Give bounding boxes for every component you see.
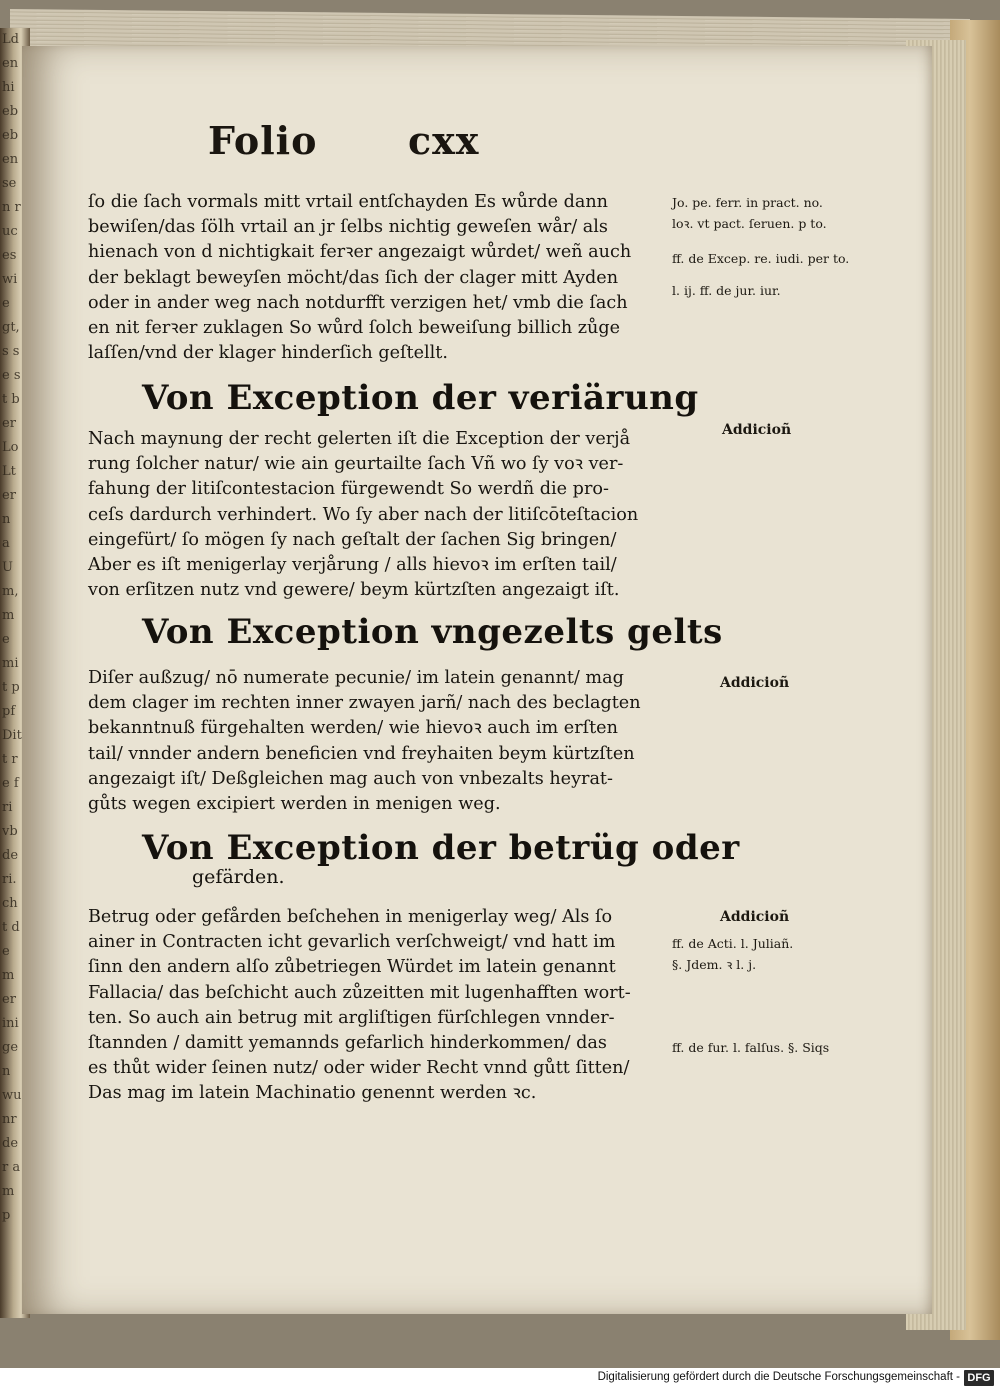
section-heading-3: Von Exception der betrüg oder	[142, 828, 740, 868]
dfg-logo: DFG	[964, 1370, 994, 1386]
text-line: ſo die ſach vormals mitt vrtail entſchayden Es wůrde dann	[88, 192, 609, 212]
footer-bar	[0, 1368, 1000, 1389]
text-line: dem clager im rechten inner zwayen jarñ/ nach des beclagten	[88, 693, 641, 714]
margin-note-line: ff. de Acti. l. Juliañ.	[672, 936, 794, 951]
funding-credit: Digitalisierung gefördert durch die Deutsche Forschungsgemeinschaft -	[597, 1371, 960, 1383]
text-line: bewiſen/das ſölh vrtail an jr ſelbs nichtig geweſen wår/ als	[88, 217, 608, 238]
text-line: hienach von d nichtigkait ferꝛer angezaigt wůrdet/ weñ auch	[88, 242, 632, 263]
text-line: bekanntnuß fürgehalten werden/ wie hievoꝛ auch im erſten	[88, 718, 618, 739]
text-line: ceſs dardurch verhindert. Wo ſy aber nach der litiſcōteſtacion	[88, 504, 639, 525]
folio-label: Folio	[208, 118, 318, 163]
margin-note-1	[672, 192, 862, 234]
section-paragraph-3	[88, 905, 658, 1107]
text-line: ſinn den andern alſo zůbetriegen Würdet im latein genannt	[88, 957, 616, 978]
section-heading-1: Von Exception der veriärung	[142, 378, 699, 418]
margin-note-4	[672, 933, 862, 975]
margin-addicion-2: Addicioñ	[720, 675, 790, 691]
margin-note-line: §. Jdem. ꝛ l. j.	[672, 957, 757, 972]
text-line: oder in ander weg nach notdurfft verzigen het/ vmb die ſach	[88, 292, 628, 313]
margin-addicion-3: Addicioñ	[720, 909, 790, 925]
margin-note-3: l. ij. ff. de jur. iur.	[672, 283, 781, 298]
text-line: der beklagt beweyſen möcht/das ſich der clager mitt Ayden	[88, 267, 619, 288]
text-line: tail/ vnnder andern beneficien vnd freyhaiten beym kürtzſten	[88, 743, 635, 764]
text-line: es thůt wider ſeinen nutz/ oder wider Recht vnnd gůtt ſitten/	[88, 1058, 630, 1079]
folio-number: cxx	[408, 118, 480, 163]
section-heading-2: Von Exception vngezelts gelts	[142, 612, 723, 652]
text-line: Fallacia/ das beſchicht auch zůzeitten mit lugenhafften wort-	[88, 982, 631, 1003]
text-line: ſtannden / damitt yemannds gefarlich hinderkommen/ das	[88, 1033, 607, 1054]
text-line: laſſen/vnd der klager hinderſich geſtellt.	[88, 343, 448, 364]
section-heading-3-continuation: gefärden.	[192, 866, 285, 888]
margin-note-2: ff. de Excep. re. iudi. per to.	[672, 251, 850, 266]
text-line: eingefürt/ ſo mögen ſy nach geſtalt der ſachen Sig bringen/	[88, 529, 617, 550]
text-line: ainer in Contracten icht gevarlich verſchweigt/ vnd hatt im	[88, 932, 616, 953]
text-line: Betrug oder gefården beſchehen in menigerlay weg/ Als ſo	[88, 907, 613, 927]
text-line: rung ſolcher natur/ wie ain geurtailte ſach Vñ wo ſy voꝛ ver-	[88, 454, 624, 475]
text-line: en nit ferꝛer zuklagen So wůrd ſolch beweiſung billich zůge	[88, 318, 621, 339]
text-line: Diſer außzug/ nō numerate pecunie/ im latein genannt/ mag	[88, 668, 624, 688]
margin-note-line: loꝛ. vt pact. ſeruen. p to.	[672, 216, 827, 231]
text-line: fahung der litiſcontestacion fürgewendt So werdñ die pro-	[88, 479, 609, 500]
margin-addicion-1: Addicioñ	[722, 422, 792, 438]
text-line: ten. So auch ain betrug mit argliſtigen fürſchlegen vnnder-	[88, 1007, 615, 1028]
text-line: Nach maynung der recht gelerten iſt die Exception der verjå	[88, 429, 631, 449]
intro-paragraph	[88, 190, 658, 366]
text-line: Aber es iſt menigerlay verjårung / alls hievoꝛ im erſten tail/	[88, 555, 617, 576]
text-line: von erſitzen nutz vnd gewere/ beym kürtzſten angezaigt iſt.	[88, 580, 620, 601]
margin-note-5: ff. de fur. l. falſus. §. Siqs	[672, 1040, 830, 1055]
margin-note-line: Jo. pe. ferr. in pract. no.	[672, 195, 823, 210]
text-line: angezaigt iſt/ Deßgleichen mag auch von vnbezalts heyrat-	[88, 768, 613, 789]
section-paragraph-1	[88, 427, 658, 603]
text-line: Das mag im latein Machinatio genennt werden ꝛc.	[88, 1083, 537, 1104]
text-line: gůts wegen excipiert werden in menigen weg.	[88, 794, 501, 815]
section-paragraph-2	[88, 666, 658, 817]
left-page-fragment: Lden hieb eben sen ruc es wie gt, s se st ber Lo Ltern a Um, me mit ppf Ditt re fri vb de ri. cht dem er ini gen wu nr der amp	[2, 32, 22, 1223]
